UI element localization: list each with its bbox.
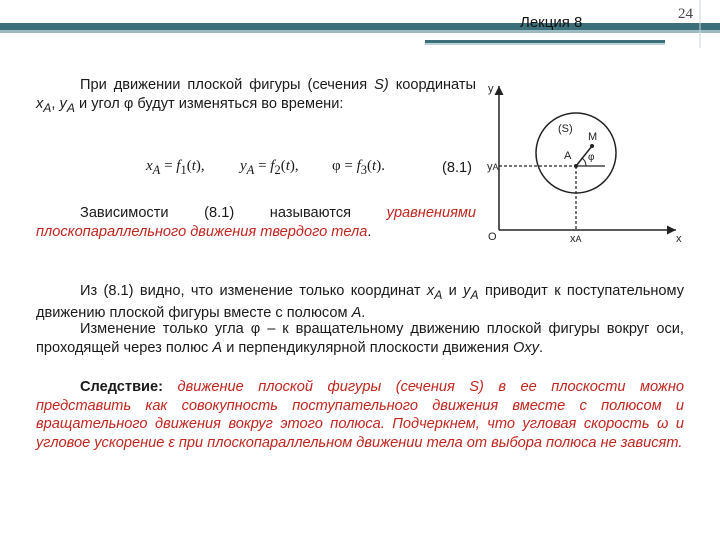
corollary-text: движение плоской фигуры (сечения S) в ее плоскости можно представить как совокупность поступательного движения вместе с полюсом и вращательного движения вокруг этого полюса. Подчеркнем, что угловая скорость ω и угловое ускорение ε при плоскопараллельном движении тела от выбора полюса не зависят. xyxy=(36,379,684,451)
corollary-paragraph xyxy=(36,378,684,452)
x-axis-label: x xyxy=(676,233,682,245)
equation-phi: $\varphi = f_3(t)$. xyxy=(332,158,385,177)
point-m-label: M xyxy=(588,131,598,143)
equation-ya: $y_A = f_2(t)$, xyxy=(240,158,299,177)
pole-label: A xyxy=(564,150,572,162)
page-number: 24 xyxy=(678,6,693,22)
angle-label: φ xyxy=(588,152,595,163)
y-axis-label: y xyxy=(488,83,494,95)
section-label: (S) xyxy=(558,123,573,135)
header-bar xyxy=(0,0,720,48)
definition-paragraph: Зависимости (8.1) называются уравнениями плоскопараллельного движения твердого тела. xyxy=(36,205,476,240)
ya-label: yA xyxy=(487,161,499,173)
rotation-paragraph: Изменение только угла φ – к вращательному движению плоской фигуры вокруг оси, проходящей через полюс A и перпендикулярной плоскости движения Oxy. xyxy=(36,321,684,356)
corollary-label: Следствие: xyxy=(80,379,163,395)
point-m xyxy=(590,144,594,148)
xa-label: xA xyxy=(570,233,582,245)
coordinate-diagram xyxy=(480,80,700,250)
equation-xa: $x_A = f_1(t)$, xyxy=(146,158,205,177)
origin-label: O xyxy=(488,231,497,243)
equation-number: (8.1) xyxy=(442,160,473,176)
angle-arc xyxy=(582,158,586,166)
translation-paragraph: Из (8.1) видно, что изменение только координат $x_A$ и $y_A$ приводит к поступательному движению плоской фигуры вместе с полюсом A. xyxy=(36,283,685,322)
pole-point xyxy=(574,164,578,168)
intro-paragraph: При движении плоской фигуры (сечения S) координаты $x_A$, $y_A$ и угол φ будут изменяться во времени: xyxy=(36,77,476,115)
slide-title: Лекция 8 xyxy=(520,14,583,31)
